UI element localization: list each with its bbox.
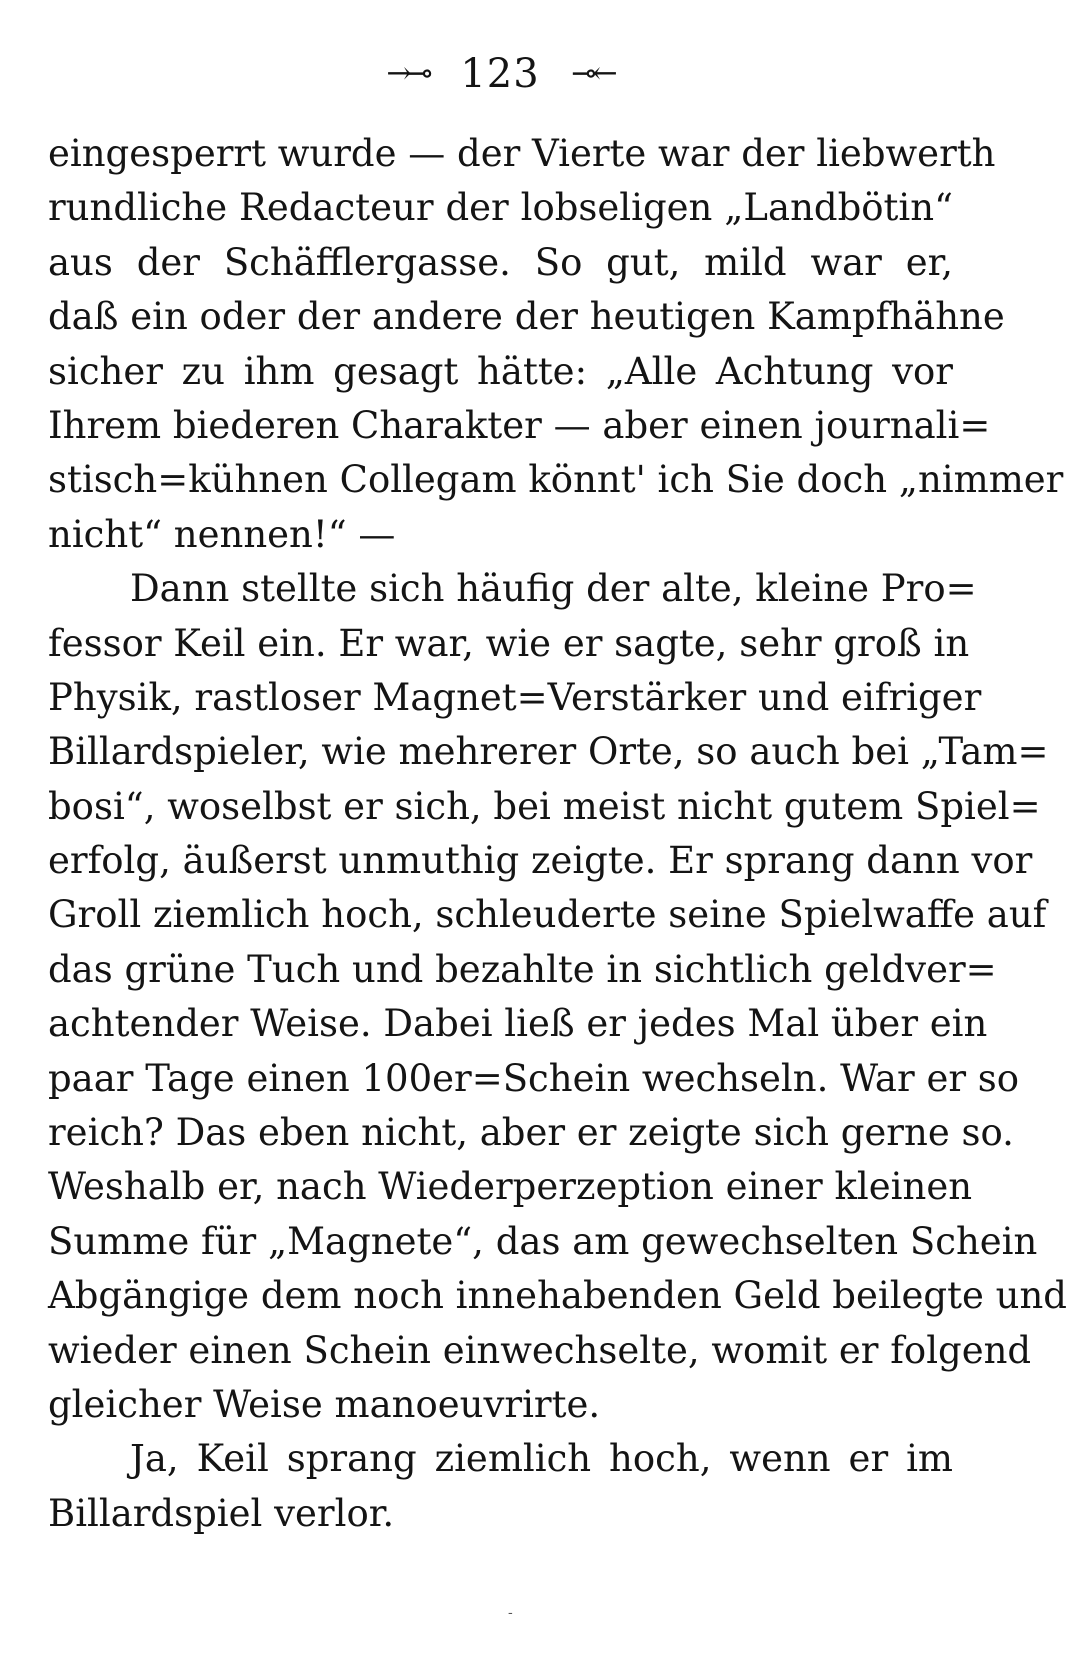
- text-line: reich? Das eben nicht, aber er zeigte sich gerne so.: [48, 1111, 1014, 1155]
- text-line: paar Tage einen 100er=Schein wechseln. War er so: [48, 1056, 1020, 1100]
- text-line: erfolg, äußerst unmuthig zeigte. Er sprang dann vor: [48, 839, 1033, 883]
- text-line: rundliche Redacteur der lobseligen „Landbötin“: [48, 186, 953, 230]
- text-line: Ihrem biederen Charakter — aber einen journali=: [48, 403, 991, 447]
- text-line: wieder einen Schein einwechselte, womit er folgend: [48, 1328, 1032, 1372]
- text-line: fessor Keil ein. Er war, wie er sagte, sehr groß in: [48, 621, 970, 665]
- text-line: Abgängige dem noch innehabenden Geld beilegte und: [48, 1274, 1067, 1318]
- text-line: Dann stellte sich häufig der alte, kleine Pro=: [130, 567, 977, 611]
- left-ornament: →⊸: [386, 56, 429, 91]
- text-line: Billardspieler, wie mehrerer Orte, so auch bei „Tam=: [48, 730, 1049, 774]
- right-ornament: ⊸←: [571, 56, 614, 91]
- text-line: achtender Weise. Dabei ließ er jedes Mal über ein: [48, 1002, 988, 1046]
- text-line: Physik, rastloser Magnet=Verstärker und eifriger: [48, 675, 982, 719]
- text-line: bosi“, woselbst er sich, bei meist nicht gutem Spiel=: [48, 784, 1041, 828]
- text-line: Groll ziemlich hoch, schleuderte seine Spielwaffe auf: [48, 893, 1047, 937]
- page-header: [0, 46, 1000, 102]
- paragraph-1: [48, 127, 1064, 562]
- text-line: eingesperrt wurde — der Vierte war der liebwerth: [48, 132, 996, 175]
- text-line: Summe für „Magnete“, das am gewechselten Schein: [48, 1219, 1038, 1263]
- text-line: das grüne Tuch und bezahlte in sichtlich geldver=: [48, 947, 997, 991]
- text-line: sicher zu ihm gesagt hätte: „Alle Achtung vor: [48, 349, 953, 393]
- text-line: nicht“ nennen!“ —: [48, 512, 396, 556]
- text-line: gleicher Weise manoeuvrirte.: [48, 1382, 601, 1426]
- paragraph-2: [48, 562, 1067, 1432]
- text-line: Weshalb er, nach Wiederperzeption einer kleinen: [48, 1165, 973, 1209]
- body-text: [48, 127, 1067, 1541]
- text-line: Ja, Keil sprang ziemlich hoch, wenn er im: [130, 1437, 953, 1481]
- text-line: stisch=kühnen Collegam könnt' ich Sie doch „nimmer: [48, 458, 1064, 502]
- paragraph-3: [48, 1432, 953, 1541]
- footer-mark: -: [508, 1605, 513, 1621]
- page-number: 123: [460, 51, 540, 97]
- text-line: aus der Schäfflergasse. So gut, mild war er,: [48, 240, 953, 284]
- text-line: daß ein oder der andere der heutigen Kampfhähne: [48, 295, 1005, 339]
- text-line: Billardspiel verlor.: [48, 1491, 395, 1535]
